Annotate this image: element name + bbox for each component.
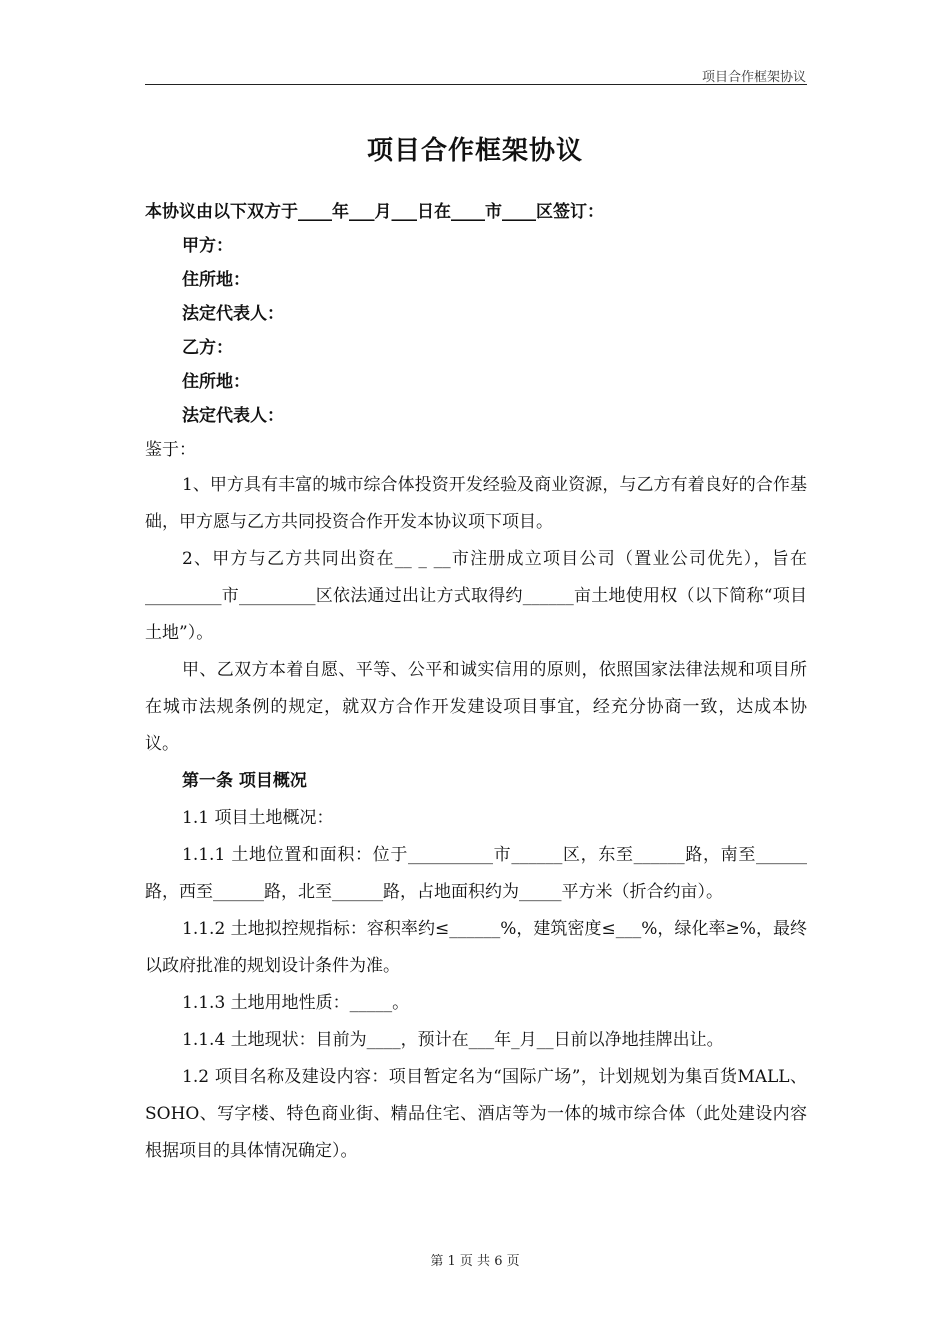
section-1-1: 1.1 项目土地概况： xyxy=(182,808,334,828)
page-number-footer: 第 1 页 共 6 页 xyxy=(430,1254,520,1269)
party-a-representative: 法定代表人： xyxy=(182,304,284,324)
header-divider xyxy=(145,84,807,85)
section-1-1-4: 1.1.4 土地现状：目前为____，预计在___年_月__日前以净地挂牌出让。 xyxy=(182,1030,724,1050)
whereas-label: 鉴于： xyxy=(145,440,196,460)
party-b-address: 住所地： xyxy=(182,372,250,392)
article-1-heading: 第一条 项目概况 xyxy=(182,771,307,791)
section-1-2: 1.2 项目名称及建设内容：项目暂定名为“国际广场”，计划规划为集百货MALL、SOHO、写字楼、特色商业街、精品住宅、酒店等为一体的城市综合体（此处建设内容根据项目的具体情况确定）。 xyxy=(145,1067,807,1161)
section-1-1-1: 1.1.1 土地位置和面积：位于__________市______区，东至______路，南至______路，西至______路，北至______路，占地面积约为_____平方米（折合约亩）。 xyxy=(145,845,807,902)
agreement-preamble: 甲、乙双方本着自愿、平等、公平和诚实信用的原则，依照国家法律法规和项目所在城市法规条例的规定，就双方合作开发建设项目事宜，经充分协商一致，达成本协议。 xyxy=(145,660,807,754)
party-a-label: 甲方： xyxy=(182,236,233,256)
running-header: 项目合作框架协议 xyxy=(701,70,806,85)
whereas-clause-2: 2、甲方与乙方共同出资在__ _ __市注册成立项目公司（置业公司优先），旨在_________市_________区依法通过出让方式取得约______亩土地使用权（以下简称“项目土地”）。 xyxy=(145,549,807,643)
party-a-address: 住所地： xyxy=(182,270,250,290)
party-b-label: 乙方： xyxy=(182,338,233,358)
section-1-1-3: 1.1.3 土地用地性质：_____。 xyxy=(182,993,410,1013)
whereas-clause-1: 1、甲方具有丰富的城市综合体投资开发经验及商业资源，与乙方有着良好的合作基础，甲方愿与乙方共同投资合作开发本协议项下项目。 xyxy=(145,475,807,532)
document-body xyxy=(145,195,807,1170)
party-b-representative: 法定代表人： xyxy=(182,406,284,426)
section-1-1-2: 1.1.2 土地拟控规指标：容积率约≤______%，建筑密度≤___%，绿化率≥%，最终以政府批准的规划设计条件为准。 xyxy=(145,919,807,976)
document-title: 项目合作框架协议 xyxy=(366,136,583,166)
intro-line: 本协议由以下双方于____年___月___日在____市____区签订： xyxy=(145,202,604,222)
